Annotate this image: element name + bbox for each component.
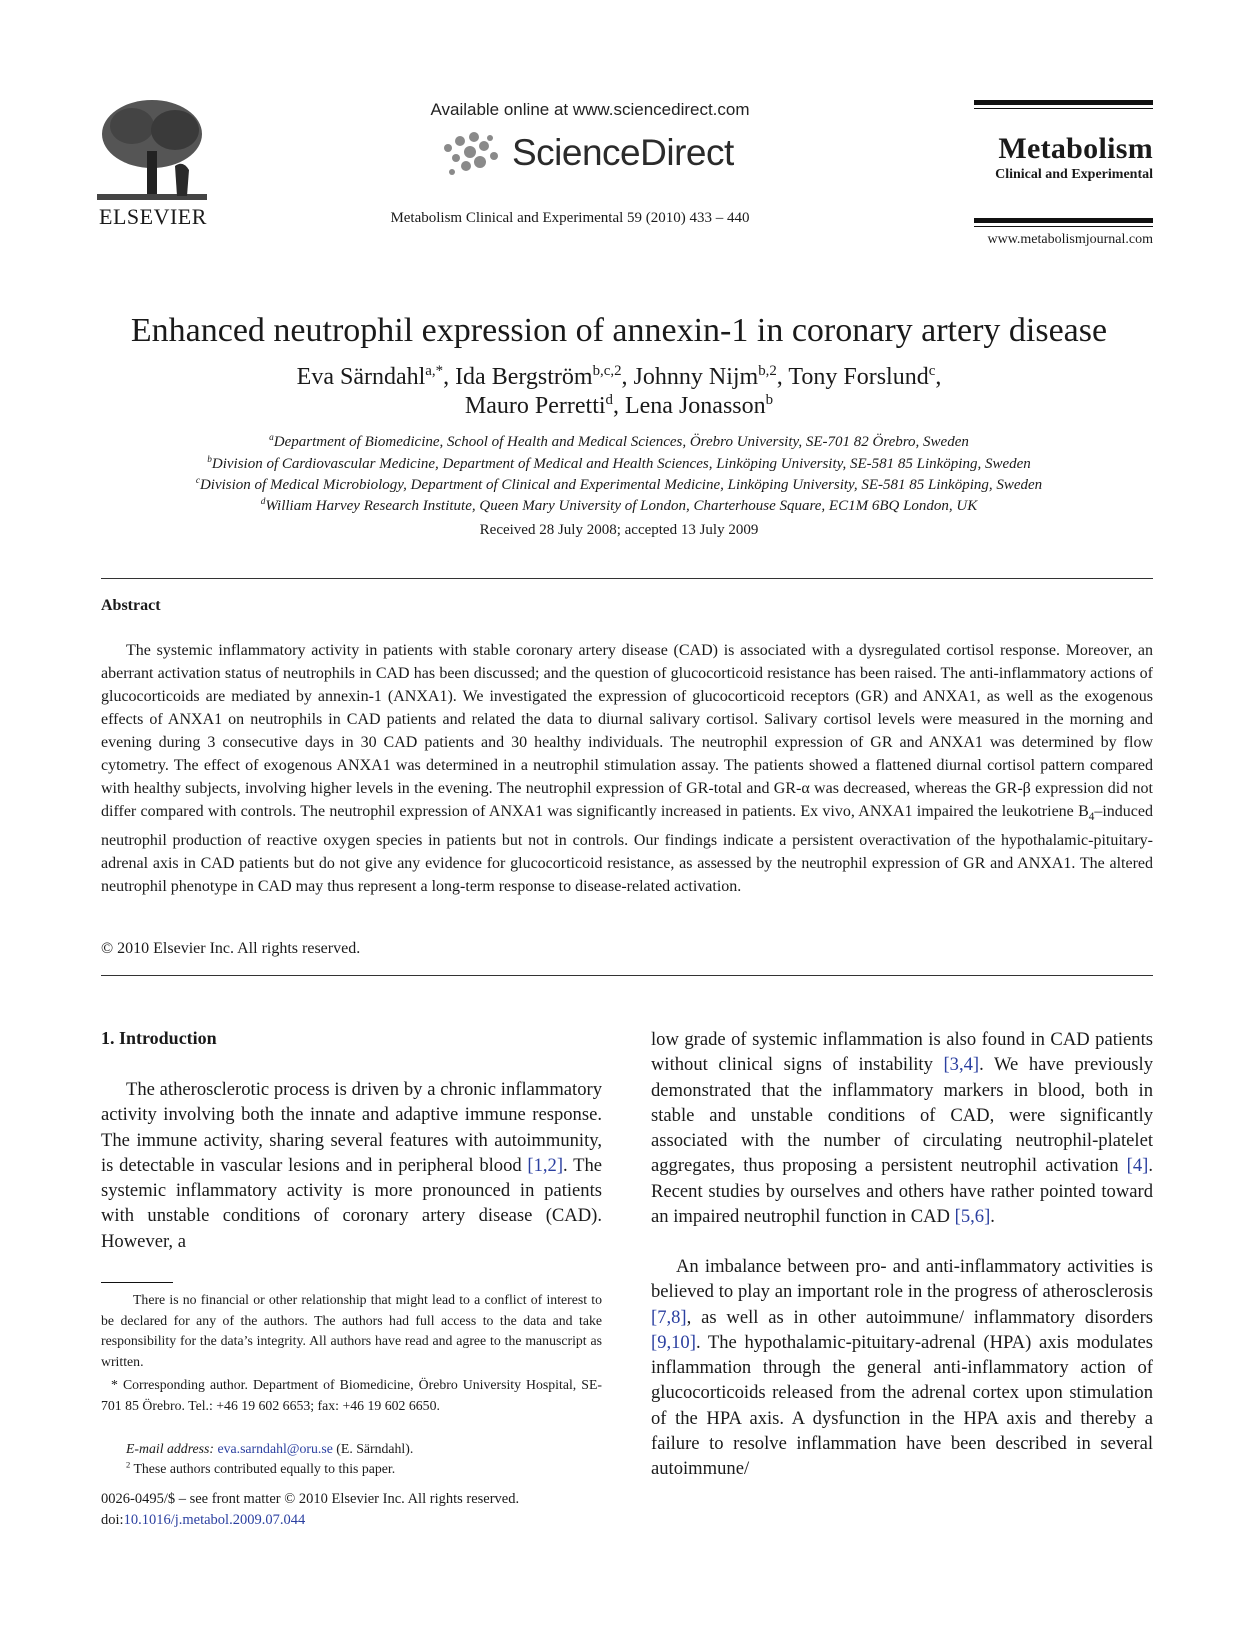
reference-link[interactable]: [4] bbox=[1126, 1155, 1149, 1177]
article-title: Enhanced neutrophil expression of annexin-1 in coronary artery disease bbox=[130, 312, 1108, 349]
authors-line-2: Mauro Perretti$^d$, Lena Jonasson$^b$ bbox=[464, 392, 774, 419]
abstract-text: The systemic inflammatory activity in patients with stable coronary artery disease (CAD) is associated with a dysregulated cortisol response. Moreover, an aberrant activation status of neutrophils in CAD has been discussed; and the question of glucocorticoid resistance has been raised. The anti-inflammatory actions of glucocorticoids are mediated by annexin-1 (ANXA1). We investigated the expression of glucocorticoid receptors (GR) and ANXA1, as well as the exogenous effects of ANXA1 on neutrophils in CAD patients and related the data to diurnal salivary cortisol. Salivary cortisol levels were measured in the morning and evening during 3 consecutive days in 30 CAD patients and 30 healthy individuals. The neutrophil expression of GR and ANXA1 was determined by flow cytometry. The effect of exogenous ANXA1 was determined in a neutrophil stimulation assay. The patients showed a flattened diurnal cortisol pattern compared with healthy subjects, involving higher levels in the evening. The neutrophil expression of GR-total and GR-α was decreased, whereas the GR-β expression did not differ compared with controls. The neutrophil expression of ANXA1 was significantly increased in patients. Ex vivo, ANXA1 impaired the leukotriene $B_4$–induced neutrophil production of reactive oxygen species in patients but not in controls. Our findings indicate a persistent overactivation of the hypothalamic-pituitary-adrenal axis in CAD patients but do not give any evidence for glucocorticoid resistance, as assessed by the neutrophil expression of GR and ANXA1. The altered neutrophil phenotype in CAD may thus represent a long-term response to disease-related activation. bbox=[101, 642, 1153, 896]
author-name: Ida Bergström bbox=[455, 364, 593, 390]
author-affiliation-mark: b,2 bbox=[758, 363, 777, 379]
author-affiliation-mark: c bbox=[928, 363, 936, 379]
author-name: Johnny Nijm bbox=[633, 364, 759, 390]
abstract-top-rule bbox=[101, 578, 1153, 579]
journal-rule-bottom bbox=[974, 218, 1153, 223]
abstract-bottom-rule bbox=[101, 975, 1153, 976]
author-affiliation-mark: b bbox=[765, 392, 774, 408]
intro-paragraph-2: An imbalance between pro- and anti-inflammatory activities is believed to play an important role in the progress of atherosclerosis [7,8], as well as in other autoimmune/ inflammatory disorders [9,10]. The hypothalamic-pituitary-adrenal (HPA) axis modulates inflammation through the general anti-inflammatory action of glucocorticoids released from the adrenal cortex upon stimulation of the HPA axis. A dysfunction in the HPA axis and thereby a failure to resolve inflammation have been described in several autoimmune/ bbox=[651, 1256, 1153, 1480]
author-name: Eva Särndahl bbox=[296, 364, 426, 390]
reference-link[interactable]: [9,10] bbox=[651, 1331, 696, 1353]
journal-rule-top bbox=[974, 100, 1153, 105]
author-name: Mauro Perretti bbox=[464, 393, 606, 419]
affiliation-a: $^a$Department of Biomedicine, School of Health and Medical Sciences, Örebro University, SE-701 82 Örebro, Sweden bbox=[269, 433, 969, 450]
affiliation-c: $^c$Division of Medical Microbiology, Department of Clinical and Experimental Medicine, Linköping University, SE-581 85 Linköping, Sweden bbox=[195, 476, 1043, 493]
author-affiliation-mark: b,c,2 bbox=[592, 363, 622, 379]
footnote-rule bbox=[101, 1282, 173, 1283]
footnote-corresponding: * Corresponding author. Department of Biomedicine, Örebro University Hospital, SE-701 85 Örebro. Tel.: +46 19 602 6653; fax: +46 19 602 6650. bbox=[101, 1377, 602, 1413]
intro-paragraph-1-continued: low grade of systemic inflammation is also found in CAD patients without clinical signs of instability [3,4]. We have previously demonstrated that the inflammatory markers in blood, both in stable and unstable conditions of CAD, were significantly associated with the number of circulating neutrophil-platelet aggregates, thus proposing a persistent neutrophil activation [4]. Recent studies by ourselves and others have rather pointed toward an impaired neutrophil function in CAD [5,6]. bbox=[651, 1029, 1154, 1228]
reference-link[interactable]: [1,2] bbox=[527, 1154, 564, 1176]
author-affiliation-mark: a,* bbox=[425, 363, 444, 379]
intro-paragraph-1: The atherosclerotic process is driven by a chronic inflammatory activity involving both the innate and adaptive immune response. The immune activity, sharing several features with autoimmunity, is detectable in vascular lesions and in peripheral blood [1,2]. The systemic inflammatory activity is more pronounced in patients with unstable conditions of coronary artery disease (CAD). However, a bbox=[101, 1079, 602, 1252]
available-online-text[interactable]: Available online at www.sciencedirect.com bbox=[430, 100, 750, 119]
email-link[interactable]: eva.sarndahl@oru.se bbox=[217, 1441, 333, 1456]
abstract-heading: Abstract bbox=[101, 597, 161, 614]
reference-link[interactable]: [3,4] bbox=[943, 1054, 980, 1076]
affiliation-d: $^d$William Harvey Research Institute, Queen Mary University of London, Charterhouse Square, EC1M 6BQ London, UK bbox=[260, 497, 978, 514]
doi-link[interactable]: 10.1016/j.metabol.2009.07.044 bbox=[123, 1512, 306, 1528]
abstract-copyright: © 2010 Elsevier Inc. All rights reserved. bbox=[101, 940, 361, 957]
journal-subtitle: Clinical and Experimental bbox=[995, 167, 1153, 182]
author-name: Lena Jonasson bbox=[624, 393, 766, 419]
reference-link[interactable]: [5,6] bbox=[954, 1206, 991, 1228]
author-name: Tony Forslund bbox=[788, 364, 929, 390]
sciencedirect-wordmark: ScienceDirect bbox=[512, 132, 734, 173]
doi-line: doi:10.1016/j.metabol.2009.07.044 bbox=[101, 1512, 306, 1528]
reference-link[interactable]: [7,8] bbox=[651, 1306, 687, 1328]
footnote-email: E-mail address: eva.sarndahl@oru.se (E. Särndahl). bbox=[126, 1441, 414, 1456]
publisher-name: ELSEVIER bbox=[99, 204, 207, 229]
footnote-equal-contribution: $^2$ These authors contributed equally to this paper. bbox=[126, 1459, 396, 1476]
elsevier-tree-logo bbox=[97, 96, 207, 208]
introduction-heading: 1. Introduction bbox=[101, 1028, 217, 1048]
journal-rule-top-thin bbox=[974, 108, 1153, 109]
journal-rule-bottom-thin bbox=[974, 226, 1153, 227]
journal-name: Metabolism bbox=[998, 132, 1153, 165]
footnote-conflict: There is no financial or other relationship that might lead to a conflict of interest to be declared for any of the authors. The authors had full access to the data and take responsibility for the data’s integrity. All authors have read and agree to the manuscript as written. bbox=[101, 1292, 602, 1369]
author-affiliation-mark: d bbox=[605, 392, 613, 408]
journal-citation: Metabolism Clinical and Experimental 59 (2010) 433 – 440 bbox=[390, 210, 750, 226]
front-matter-line: 0026-0495/$ – see front matter © 2010 Elsevier Inc. All rights reserved. bbox=[101, 1491, 520, 1507]
journal-url-link[interactable]: www.metabolismjournal.com bbox=[987, 232, 1153, 247]
authors-line-1: Eva Särndahl$^{a,*}$, Ida Bergström$^{b,c,2}$, Johnny Nijm$^{b,2}$, Tony Forslund$^c$, bbox=[296, 363, 942, 390]
received-dates: Received 28 July 2008; accepted 13 July 2009 bbox=[479, 522, 759, 538]
affiliation-b: $^b$Division of Cardiovascular Medicine, Department of Medical and Health Sciences, Linköping University, SE-581 85 Linköping, Sweden bbox=[207, 455, 1031, 472]
